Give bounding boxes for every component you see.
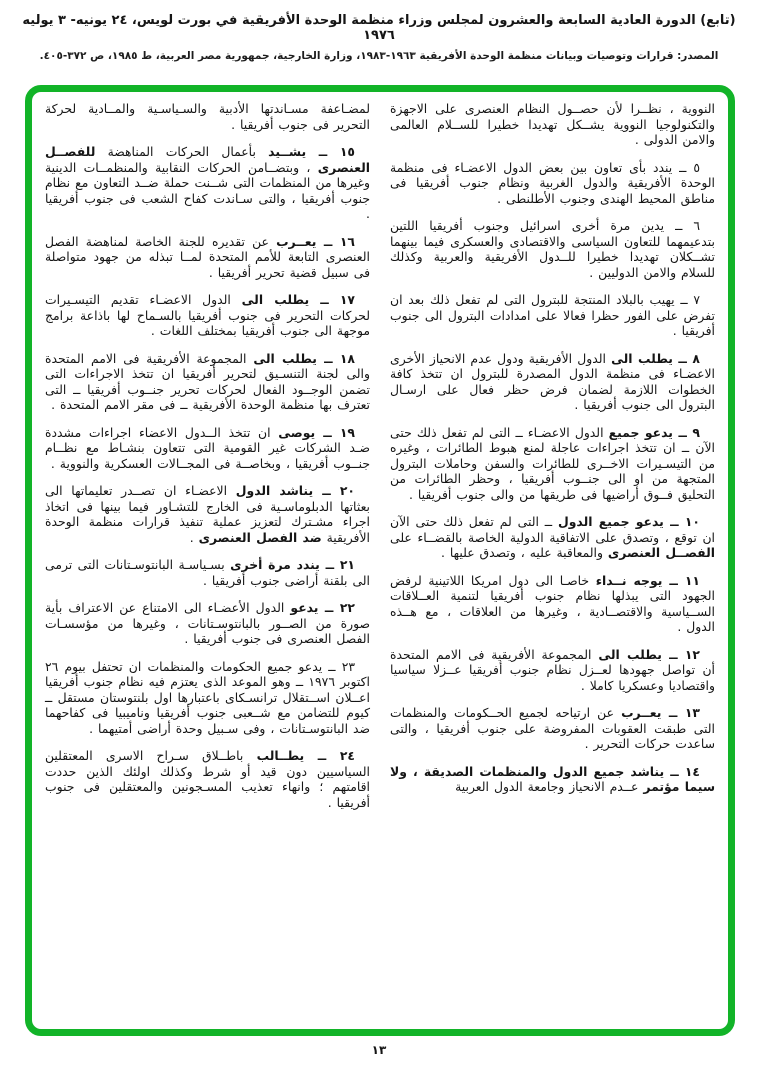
resolution-item-10: ١٠ ــ يدعو جميع الدول ــ التى لم تفعل ذلك حتى الآن ان توقع ، وتصدق على الاتفاقية الدولية الخاصة بالقضــاء على الفصــل العنصرى والمعاقبة عليه ، وتصدق عليها . bbox=[390, 514, 715, 560]
paragraph-continuation-left: لمضـاعفة مسـاندتها الأدبية والسـياسـية والمــادية لحركة التحرير فى جنوب أفريقيا . bbox=[45, 101, 370, 132]
document-title: (تابع) الدورة العادية السابعة والعشرون لمجلس وزراء منظمة الوحدة الأفريقية في بورت لويس، ٢٤ يونيه- ٣ يوليه ١٩٧٦ bbox=[22, 13, 736, 43]
content-frame bbox=[25, 85, 735, 1036]
column-left bbox=[45, 101, 370, 1029]
resolution-item-21: ٢١ ــ يندد مرة أخرى بسـياسـة البانتوسـتانات التى ترمى الى بلقنة أراضى جنوب أفريقيا . bbox=[45, 557, 370, 588]
resolution-item-24: ٢٤ ــ يطــالب باطــلاق سـراح الاسرى المعتقلين السياسيين دون قيد أو شرط وكذلك اولئك الذين حددت اقامتهم ؛ وانهاء تعذيب المسـجونين والمعتقلين فى جنوب أفريقيا . bbox=[45, 748, 370, 810]
resolution-item-7: ٧ ــ يهيب بالبلاد المنتجة للبترول التى لم تفعل ذلك بعد ان تفرض على الفور حظرا فعالا على امدادات البترول الى جنوب أفريقيا . bbox=[390, 292, 715, 338]
resolution-item-17: ١٧ ــ يطلب الى الدول الاعضـاء تقديم التيسـيرات لحركات التحرير فى جنوب أفريقيا بالسـماح لها باذاعة برامج موجهة الى جنوب أفريقيا بمختلف اللغات . bbox=[45, 292, 370, 338]
two-column-layout bbox=[45, 101, 715, 1029]
resolution-item-19: ١٩ ــ يوصى ان تتخذ الــدول الاعضاء اجراءات مشددة ضـد الشركات غير القومية التى تتعاون بنشـاط مع نظــام جنــوب أفريقيا ، وبخاصــة فى المجــالات العسكرية والنووية . bbox=[45, 424, 370, 471]
resolution-item-11: ١١ ــ يوجه نــداء خاصـا الى دول امريكا اللاتينية لرفض الجهود التى يبذلها نظام جنوب أفريقيا لتنمية العــلاقات الســياسية والاقتصــادية ، وغيرها من العلاقات ، مع هــذه الدول . bbox=[390, 572, 715, 634]
resolution-item-18: ١٨ ــ يطلب الى المجموعة الأفريقية فى الامم المتحدة والى لجنة التنسـيق لتحرير أفريقيا ان تتخذ الاجراءات التى تضمن الوجــود الفعال لحركات تحرير جنــوب أفريقيا ــ التى تعترف بها منظمة الوحدة الأفريقية ــ فى مقر الامم المتحدة . bbox=[45, 350, 370, 412]
resolution-item-20: ٢٠ ــ يناشد الدول الاعضـاء ان تصــدر تعليماتها الى بعثاتها الدبلوماسـية فى الخارج للتشـاور فيما بينها فى اتخاذ اجراء مشـترك لتعزيز عملية تنفيذ قرارات منظمة الوحدة الأفريقية ضد الفصل العنصرى . bbox=[45, 483, 370, 545]
resolution-item-16: ١٦ ــ يعــرب عن تقديره للجنة الخاصة لمناهضة الفصل العنصرى التابعة للأمم المتحدة لمــا تبذله من جهود متواصلة فى سبيل قضية تحرير أفريقيا . bbox=[45, 233, 370, 280]
paragraph-continuation-right: النووية ، نظــرا لأن حصــول النظام العنصرى على الاجهزة والتكنولوجيا النووية يشــكل تهديدا خطيرا للســلام العالمى والامن الدولى . bbox=[390, 101, 715, 147]
page-header bbox=[0, 0, 758, 62]
resolution-item-13: ١٣ ــ يعــرب عن ارتياحه لجميع الحــكومات والمنظمات التى طبقت العقوبات المفروضة على جنوب أفريقيا ، والتى ساعدت حركات التحرير . bbox=[390, 705, 715, 751]
column-right bbox=[390, 101, 715, 1029]
resolution-item-6: ٦ ــ يدين مرة أخرى اسرائيل وجنوب أفريقيا اللتين بتدعيمهما للتعاون السياسى والاقتصادى والعسكرى فيما بينهما تشــكلان تهديدا خطيرا للــدول الأفريقية والعربية وكذلك للسلام والامن الدوليين . bbox=[390, 218, 715, 280]
resolution-item-5: ٥ ــ يندد بأى تعاون بين بعض الدول الاعضـاء فى منظمة الوحدة الأفريقية والدول الغربية ونظام جنوب أفريقيا فى مناطق المحيط الهندى وجنوب الأطلنطى . bbox=[390, 159, 715, 206]
resolution-item-9: ٩ ــ يدعو جميع الدول الاعضـاء ــ التى لم تفعل ذلك حتى الآن ــ ان تتخذ اجراءات عاجلة لمنع هبوط الطائرات ، وغيره من التيسـيرات الاخــرى للطائرات والسفن وحاملات البترول المتجهة من او الى جنــوب أفريقيا ، وحظر الطائرات من التحليق فــوق أراضيها فى طريقها من والى جنوب أفريقيا . bbox=[390, 424, 715, 502]
resolution-item-23: ٢٣ ــ يدعو جميع الحكومات والمنظمات ان تحتفل بيوم ٢٦ اكتوبر ١٩٧٦ ــ وهو الموعد الذى يعتزم فيه نظام جنوب أفريقيا اعــلان اســتقلال ترانسـكاى باعتبارها اول بلنتوستان مستقل ــ كيوم للتضامن مع شــعبى جنوب أفريقيا وناميبيا فى كفاحهما ضد البانتوسـتانات ، وفى سـبيل وحدة أراضى أمتيهما . bbox=[45, 658, 370, 736]
resolution-item-15: ١٥ ــ يشــيد بأعمال الحركات المناهضة للفصــل العنصرى ، وبتضــامن الحركات النقابية والمنظمــات الدينية وغيرها من المنظمات التى شــنت حملة ضــد التعاون مع نظام جنوب أفريقيا ، والتى سـاندت كفاح الشعب فى جنوب أفريقيا . bbox=[45, 144, 370, 221]
resolution-item-22: ٢٢ ــ يدعو الدول الأعضـاء الى الامتناع عن الاعتراف بأية صورة من الصــور بالبانتوسـتانات ، وغيرها من مؤسسـات الفصل العنصرى فى جنوب أفريقيا . bbox=[45, 600, 370, 646]
resolution-item-8: ٨ ــ يطلب الى الدول الأفريقية ودول عدم الانحياز الأخرى الاعضـاء فى منظمة الدول المصدرة للبترول ان تتخذ كافة الخطوات اللازمة لضمان فرض حظر فعال على ارسـال البترول الى جنوب أفريقيا . bbox=[390, 350, 715, 412]
resolution-item-14: ١٤ ــ يناشد جميع الدول والمنظمات الصديقة ، ولا سيما مؤتمر عــدم الانحياز وجامعة الدول العربية bbox=[390, 763, 715, 794]
document-source: المصدر: قرارات وتوصيات وبيانات منظمة الوحدة الأفريقية ١٩٦٣-١٩٨٣، وزارة الخارجية، جمهورية مصر العربية، ط ١٩٨٥، ص ٣٧٢-٤٠٥. bbox=[39, 50, 719, 62]
page-number: ١٣ bbox=[371, 1043, 387, 1057]
resolution-item-12: ١٢ ــ يطلب الى المجموعة الأفريقية فى الامم المتحدة أن تواصل جهودها لعــزل نظام جنوب أفريقيا عــزلا سياسيا واقتصاديا وعسكريا كاملا . bbox=[390, 646, 715, 693]
